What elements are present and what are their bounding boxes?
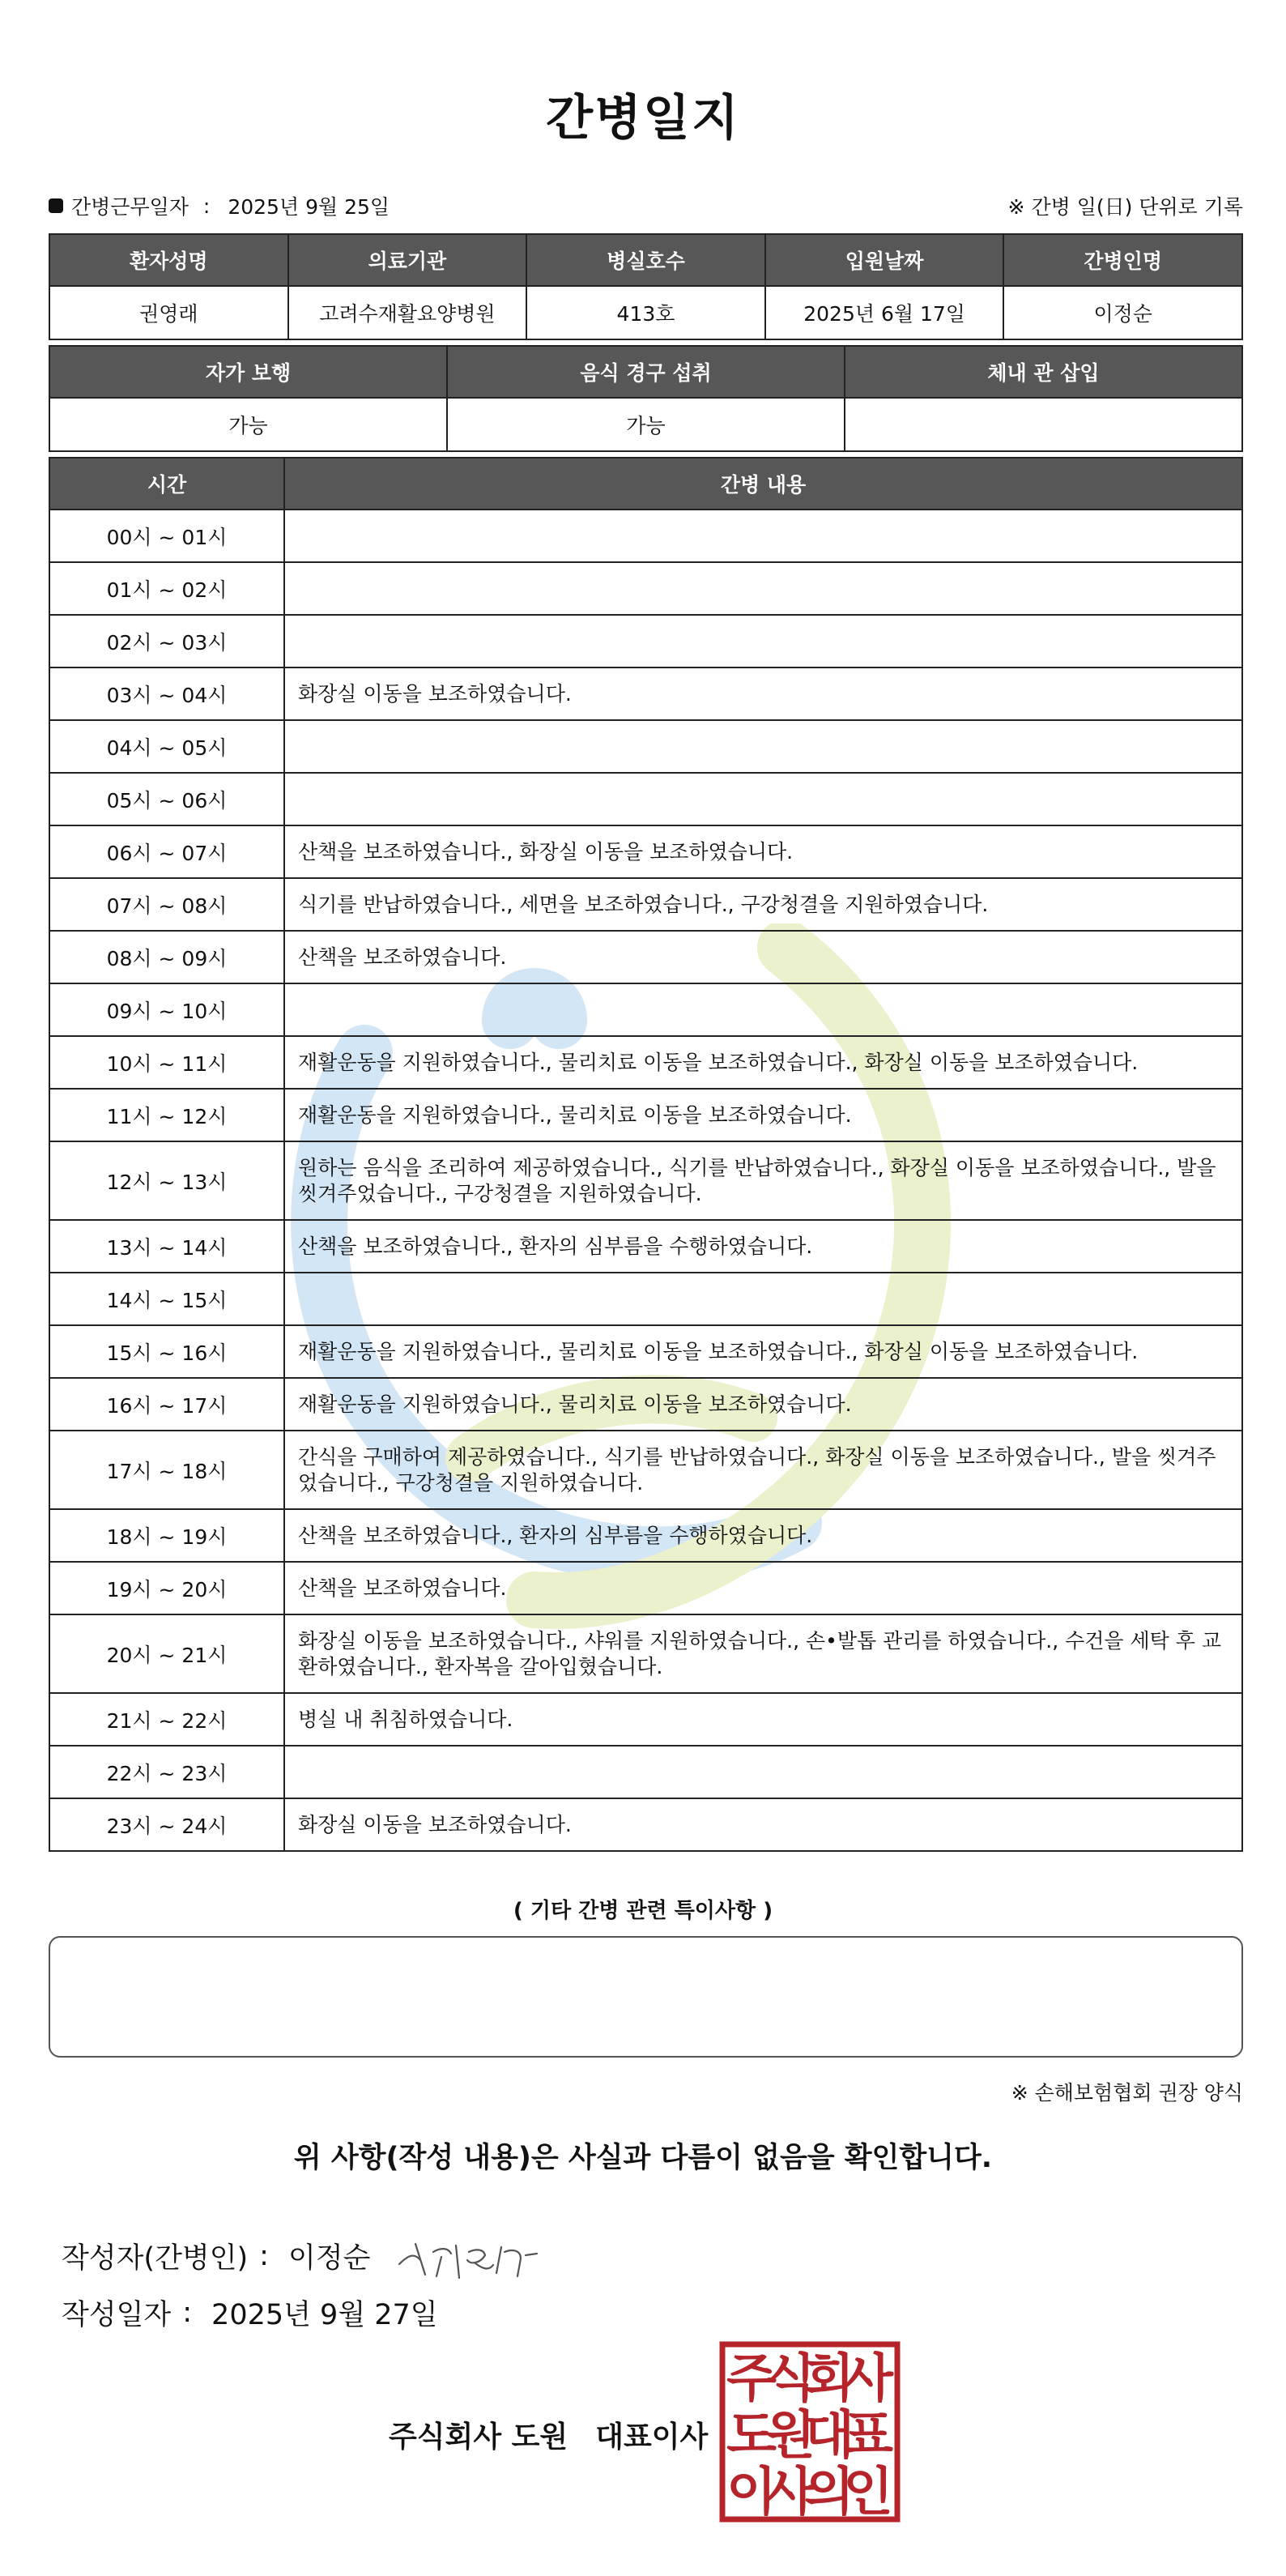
log-content-cell: 산책을 보조하였습니다. [284, 931, 1242, 983]
log-content-cell: 산책을 보조하였습니다., 환자의 심부름을 수행하였습니다. [284, 1220, 1242, 1273]
log-time-cell: 07시 ~ 08시 [49, 878, 284, 931]
care-log-row [49, 773, 1242, 825]
svg-text:사: 사 [765, 2463, 815, 2523]
writer-line [62, 2228, 553, 2284]
log-time-cell: 08시 ~ 09시 [49, 931, 284, 983]
svg-text:도: 도 [726, 2406, 777, 2466]
care-log-row [49, 825, 1242, 878]
log-content-cell [284, 1273, 1242, 1325]
written-date-value: 2025년 9월 27일 [211, 2299, 438, 2331]
log-content-cell: 간식을 구매하여 제공하였습니다., 식기를 반납하였습니다., 화장실 이동을 보조하였습니다., 발을 씻겨주었습니다., 구강청결을 지원하였습니다. [284, 1431, 1242, 1509]
writer-label: 작성자(간병인) [62, 2242, 249, 2275]
log-time-cell: 02시 ~ 03시 [49, 615, 284, 667]
writer-separator: : [259, 2240, 269, 2272]
care-log-row [49, 510, 1242, 562]
written-date-label: 작성일자 [62, 2299, 172, 2331]
notes-box [49, 1936, 1243, 2058]
log-content-cell [284, 1746, 1242, 1798]
ability-header-row [49, 346, 1242, 398]
log-time-cell: 19시 ~ 20시 [49, 1562, 284, 1614]
header-time: 시간 [49, 458, 284, 510]
log-content-cell [284, 562, 1242, 615]
work-date-value: 2025년 9월 25일 [228, 195, 390, 219]
care-log-row [49, 720, 1242, 773]
care-log-row [49, 1746, 1242, 1798]
log-content-cell: 산책을 보조하였습니다., 화장실 이동을 보조하였습니다. [284, 825, 1242, 878]
care-log-row [49, 878, 1242, 931]
header-admission-date: 입원날짜 [765, 234, 1004, 286]
log-content-cell: 화장실 이동을 보조하였습니다. [284, 1798, 1242, 1851]
header-tube-insertion: 체내 관 삽입 [845, 346, 1242, 398]
admission-date: 2025년 6월 17일 [765, 286, 1004, 339]
log-time-cell: 06시 ~ 07시 [49, 825, 284, 878]
meta-row [49, 191, 1243, 220]
header-patient-name: 환자성명 [49, 234, 288, 286]
log-time-cell: 11시 ~ 12시 [49, 1089, 284, 1141]
log-content-cell [284, 773, 1242, 825]
square-bullet-icon [49, 198, 63, 213]
log-time-cell: 15시 ~ 16시 [49, 1325, 284, 1378]
written-date-separator: : [182, 2297, 193, 2329]
handwritten-signature [391, 2228, 553, 2284]
care-log-body [49, 510, 1242, 1851]
header-caregiver-name: 간병인명 [1003, 234, 1242, 286]
log-content-cell: 재활운동을 지원하였습니다., 물리치료 이동을 보조하였습니다., 화장실 이동을 보조하였습니다. [284, 1325, 1242, 1378]
header-self-walking: 자가 보행 [49, 346, 447, 398]
log-time-cell: 21시 ~ 22시 [49, 1693, 284, 1746]
log-content-cell [284, 720, 1242, 773]
svg-text:회: 회 [804, 2349, 854, 2409]
hospital-name: 고려수재활요양병원 [288, 286, 527, 339]
log-time-cell: 18시 ~ 19시 [49, 1509, 284, 1562]
care-log-header-row [49, 458, 1242, 510]
log-time-cell: 05시 ~ 06시 [49, 773, 284, 825]
caregiver-name: 이정순 [1003, 286, 1242, 339]
svg-text:원: 원 [765, 2406, 815, 2466]
page-title: 간병일지 [546, 90, 740, 147]
log-time-cell: 04시 ~ 05시 [49, 720, 284, 773]
care-log-row [49, 562, 1242, 615]
svg-text:의: 의 [804, 2463, 854, 2523]
log-time-cell: 13시 ~ 14시 [49, 1220, 284, 1273]
log-time-cell: 20시 ~ 21시 [49, 1614, 284, 1693]
log-time-cell: 12시 ~ 13시 [49, 1141, 284, 1220]
log-time-cell: 22시 ~ 23시 [49, 1746, 284, 1798]
room-number: 413호 [526, 286, 765, 339]
header-care-content: 간병 내용 [284, 458, 1242, 510]
log-time-cell: 01시 ~ 02시 [49, 562, 284, 615]
log-content-cell: 산책을 보조하였습니다., 환자의 심부름을 수행하였습니다. [284, 1509, 1242, 1562]
svg-text:인: 인 [843, 2463, 893, 2523]
tube-insertion-value [845, 398, 1242, 451]
notes-label: ( 기타 간병 관련 특이사항 ) [513, 1899, 773, 1923]
patient-info-table [49, 233, 1243, 340]
log-content-cell: 병실 내 취침하였습니다. [284, 1693, 1242, 1746]
work-date-label: 간병근무일자 [71, 195, 189, 219]
svg-text:식: 식 [765, 2349, 815, 2409]
patient-info-header-row [49, 234, 1242, 286]
patient-info-value-row [49, 286, 1242, 339]
form-source-note: ※ 손해보험협회 권장 양식 [1011, 2081, 1243, 2105]
care-log-row [49, 1693, 1242, 1746]
care-log-row [49, 1036, 1242, 1089]
log-content-cell: 재활운동을 지원하였습니다., 물리치료 이동을 보조하였습니다. [284, 1089, 1242, 1141]
care-log-row [49, 1220, 1242, 1273]
log-content-cell [284, 615, 1242, 667]
log-time-cell: 23시 ~ 24시 [49, 1798, 284, 1851]
svg-text:대: 대 [804, 2406, 854, 2466]
company-seal-stamp [719, 2341, 901, 2523]
log-time-cell: 09시 ~ 10시 [49, 983, 284, 1036]
care-log-row [49, 931, 1242, 983]
oral-intake-value: 가능 [447, 398, 845, 451]
care-log-row [49, 1798, 1242, 1851]
log-time-cell: 10시 ~ 11시 [49, 1036, 284, 1089]
writer-name: 이정순 [287, 2242, 371, 2275]
log-time-cell: 00시 ~ 01시 [49, 510, 284, 562]
care-log-row [49, 1509, 1242, 1562]
patient-name: 권영래 [49, 286, 288, 339]
work-date-separator: : [202, 194, 211, 218]
svg-text:표: 표 [843, 2406, 893, 2466]
care-log-row [49, 1273, 1242, 1325]
representative-title: 대표이사 [595, 2420, 709, 2454]
care-log-row [49, 1378, 1242, 1431]
log-content-cell: 원하는 음식을 조리하여 제공하였습니다., 식기를 반납하였습니다., 화장실 이동을 보조하였습니다., 발을 씻겨주었습니다., 구강청결을 지원하였습니다. [284, 1141, 1242, 1220]
log-content-cell: 재활운동을 지원하였습니다., 물리치료 이동을 보조하였습니다. [284, 1378, 1242, 1431]
log-content-cell: 산책을 보조하였습니다. [284, 1562, 1242, 1614]
svg-text:주: 주 [726, 2349, 777, 2409]
care-log-row [49, 1089, 1242, 1141]
log-content-cell: 화장실 이동을 보조하였습니다. [284, 667, 1242, 720]
care-log-table [49, 457, 1243, 1852]
confirmation-statement: 위 사항(작성 내용)은 사실과 다름이 없음을 확인합니다. [293, 2142, 993, 2174]
log-time-cell: 16시 ~ 17시 [49, 1378, 284, 1431]
svg-text:사: 사 [843, 2349, 893, 2409]
ability-table [49, 345, 1243, 452]
written-date-line [62, 2292, 438, 2333]
header-hospital: 의료기관 [288, 234, 527, 286]
care-log-row [49, 1562, 1242, 1614]
header-oral-intake: 음식 경구 섭취 [447, 346, 845, 398]
care-log-row [49, 615, 1242, 667]
self-walking-value: 가능 [49, 398, 447, 451]
log-content-cell [284, 983, 1242, 1036]
company-line [389, 2414, 708, 2455]
care-log-row [49, 1141, 1242, 1220]
log-time-cell: 17시 ~ 18시 [49, 1431, 284, 1509]
log-content-cell [284, 510, 1242, 562]
log-time-cell: 14시 ~ 15시 [49, 1273, 284, 1325]
care-log-row [49, 667, 1242, 720]
log-content-cell: 식기를 반납하였습니다., 세면을 보조하였습니다., 구강청결을 지원하였습니다. [284, 878, 1242, 931]
log-content-cell: 재활운동을 지원하였습니다., 물리치료 이동을 보조하였습니다., 화장실 이동을 보조하였습니다. [284, 1036, 1242, 1089]
log-content-cell: 화장실 이동을 보조하였습니다., 샤워를 지원하였습니다., 손•발톱 관리를 하였습니다., 수건을 세탁 후 교환하였습니다., 환자복을 갈아입혔습니다. [284, 1614, 1242, 1693]
header-room: 병실호수 [526, 234, 765, 286]
svg-text:이: 이 [726, 2463, 777, 2523]
unit-note: ※ 간병 일(日) 단위로 기록 [1007, 195, 1243, 219]
care-log-row [49, 1614, 1242, 1693]
ability-value-row [49, 398, 1242, 451]
log-time-cell: 03시 ~ 04시 [49, 667, 284, 720]
work-date [49, 191, 390, 220]
care-log-row [49, 983, 1242, 1036]
care-log-row [49, 1431, 1242, 1509]
care-log-row [49, 1325, 1242, 1378]
company-name: 주식회사 도원 [389, 2420, 568, 2454]
